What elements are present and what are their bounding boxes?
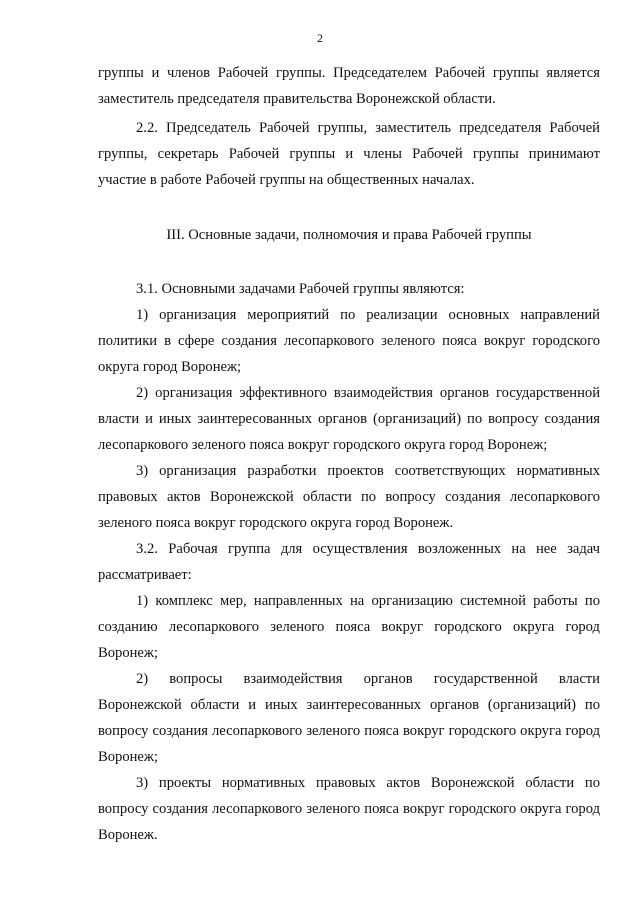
document-body xyxy=(98,60,600,848)
paragraph-3-2: 3.2. Рабочая группа для осуществления возложенных на нее задач рассматривает: xyxy=(98,541,600,583)
list-item-3-1-2: 2) организация эффективного взаимодействия органов государственной власти и иных заинтересованных органов (организаций) по вопросу создания лесопаркового зеленого пояса вокруг городского округа город Воронеж; xyxy=(98,385,600,453)
list-item-3-1-3: 3) организация разработки проектов соответствующих нормативных правовых актов Воронежской области по вопросу создания лесопаркового зеленого пояса вокруг городского округа город Воронеж. xyxy=(98,463,600,531)
paragraph-2-2: 2.2. Председатель Рабочей группы, заместитель председателя Рабочей группы, секретарь Рабочей группы и члены Рабочей группы принимают участие в работе Рабочей группы на общественных началах. xyxy=(98,120,600,188)
paragraph-continuation: группы и членов Рабочей группы. Председателем Рабочей группы является заместитель председателя правительства Воронежской области. xyxy=(98,65,600,107)
list-item-3-2-2: 2) вопросы взаимодействия органов государственной власти Воронежской области и иных заинтересованных органов (организаций) по вопросу создания лесопаркового зеленого пояса вокруг городского округа город Воронеж; xyxy=(98,671,600,765)
section-heading-iii: III. Основные задачи, полномочия и права Рабочей группы xyxy=(166,227,532,243)
list-item-3-2-1: 1) комплекс мер, направленных на организацию системной работы по созданию лесопаркового зеленого пояса вокруг городского округа город Воронеж; xyxy=(98,593,600,661)
page-number: 2 xyxy=(317,31,323,45)
list-item-3-2-3: 3) проекты нормативных правовых актов Воронежской области по вопросу создания лесопаркового зеленого пояса вокруг городского округа город Воронеж. xyxy=(98,775,600,843)
list-item-3-1-1: 1) организация мероприятий по реализации основных направлений политики в сфере создания лесопаркового зеленого пояса вокруг городского округа город Воронеж; xyxy=(98,307,600,375)
paragraph-3-1: 3.1. Основными задачами Рабочей группы являются: xyxy=(136,281,465,297)
